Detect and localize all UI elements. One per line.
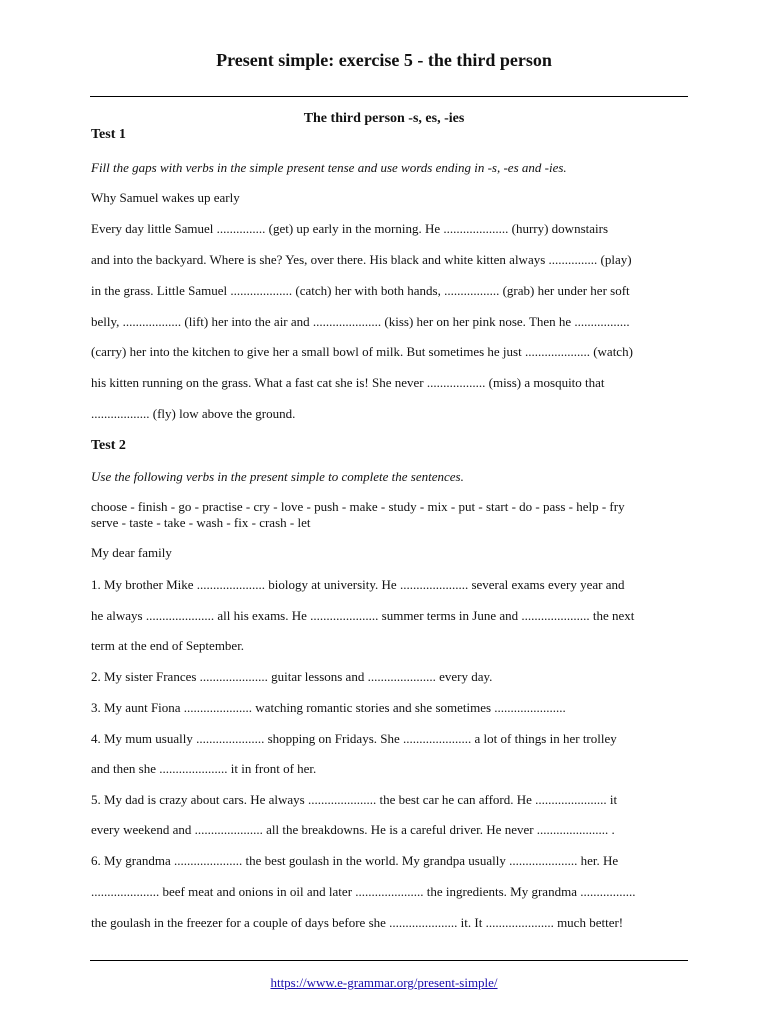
test2-line: 4. My mum usually ..................... shopping on Fridays. She ..................... a lot of things in her trolley <box>91 731 617 746</box>
test2-line: and then she ..................... it in front of her. <box>91 761 317 776</box>
test2-line: ..................... beef meat and onions in oil and later ..................... the ingredients. My grandma ................. <box>91 884 636 899</box>
footer-link[interactable]: https://www.e-grammar.org/present-simple/ <box>270 975 498 990</box>
section-subtitle: The third person -s, es, -ies <box>303 111 465 126</box>
verb-list-line: serve - taste - take - wash - fix - crash - let <box>91 515 311 530</box>
test2-story-title: My dear family <box>91 545 172 560</box>
test1-line: in the grass. Little Samuel ................... (catch) her with both hands, ................. (grab) her under her soft <box>91 283 630 298</box>
test2-line: 3. My aunt Fiona ..................... watching romantic stories and she sometimes ...................... <box>91 700 566 715</box>
test2-line: 1. My brother Mike ..................... biology at university. He ..................... several exams every year and <box>91 577 625 592</box>
test1-line: (carry) her into the kitchen to give her a small bowl of milk. But sometimes he just .................... (watch) <box>91 344 633 359</box>
bottom-divider <box>90 960 688 961</box>
test1-line: and into the backyard. Where is she? Yes, over there. His black and white kitten always ............... (play) <box>91 252 632 267</box>
test2-instruction: Use the following verbs in the present simple to complete the sentences. <box>91 469 464 484</box>
footer <box>0 975 768 991</box>
test2-line: 5. My dad is crazy about cars. He always ..................... the best car he can afford. He ...................... it <box>91 792 618 807</box>
test2-heading: Test 2 <box>91 438 126 453</box>
test2-line: the goulash in the freezer for a couple of days before she ..................... it. It ..................... much better! <box>91 915 624 930</box>
test1-heading: Test 1 <box>91 127 126 142</box>
test1-line: belly, .................. (lift) her into the air and ..................... (kiss) her on her pink nose. Then he ................. <box>91 314 630 329</box>
test1-story-title: Why Samuel wakes up early <box>91 190 240 205</box>
test2-line: 2. My sister Frances ..................... guitar lessons and ..................... every day. <box>91 669 493 684</box>
test1-line: .................. (fly) low above the ground. <box>91 406 296 421</box>
test2-line: every weekend and ..................... all the breakdowns. He is a careful driver. He never ...................... . <box>91 822 615 837</box>
test2-line: 6. My grandma ..................... the best goulash in the world. My grandpa usually ..................... her. He <box>91 853 619 868</box>
test1-line: Every day little Samuel ............... (get) up early in the morning. He .................... (hurry) downstairs <box>91 221 609 236</box>
test1-line: his kitten running on the grass. What a fast cat she is! She never .................. (miss) a mosquito that <box>91 375 605 390</box>
page-title: Present simple: exercise 5 - the third person <box>216 50 552 70</box>
test2-line: term at the end of September. <box>91 638 245 653</box>
verb-list-line: choose - finish - go - practise - cry - love - push - make - study - mix - put - start - do - pass - help - fry <box>91 499 625 514</box>
test1-instruction: Fill the gaps with verbs in the simple present tense and use words ending in -s, -es and -ies. <box>91 160 567 175</box>
top-divider <box>90 96 688 97</box>
test2-line: he always ..................... all his exams. He ..................... summer terms in June and ..................... the next <box>91 608 635 623</box>
